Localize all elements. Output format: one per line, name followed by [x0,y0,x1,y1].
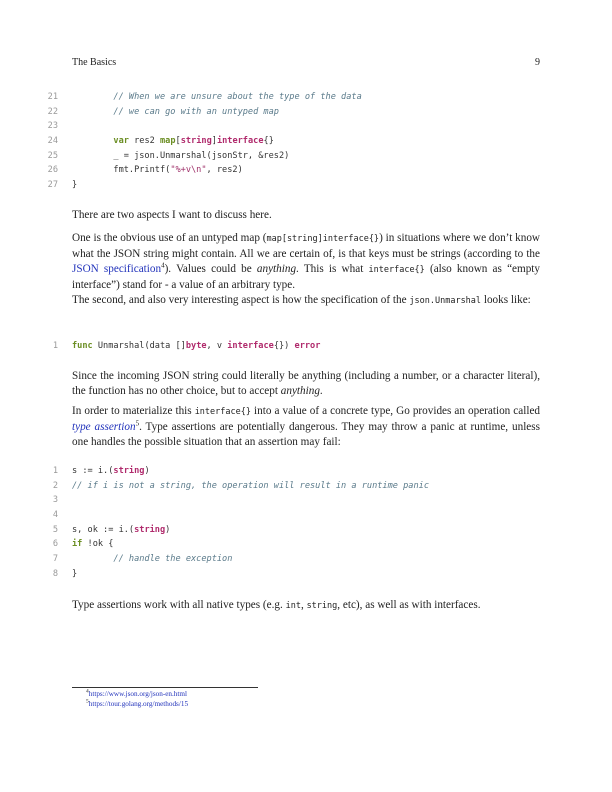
code-line: 4 [52,510,58,521]
code-line: 2 // if i is not a string, the operation will result in a runtime panic [52,480,429,491]
code-line: 25 _ = json.Unmarshal(jsonStr, &res2) [47,150,290,161]
paragraph-unmarshal: The second, and also very interesting aspect is how the specification of the json.Unmarshal looks like: [72,294,531,306]
paragraph-untyped-map: One is the obvious use of an untyped map (map[string]interface{}) in situations where we don’t know what the JSON string might contain. All we are certain of, is that keys must be strings (according to the JSON specification$^4$). Values could be anything. This is what interface{} (also known as “empty interface”) stand for - a value of an arbitrary type. [72,232,540,291]
code-line: 26 fmt.Printf("%+v\n", res2) [47,165,243,176]
code-line: 1 s := i.(string) [52,466,150,476]
json-spec-link[interactable]: JSON specification [72,263,162,275]
code-line: 27 } [47,180,78,191]
paragraph-native-types: Type assertions work with all native types (e.g. int, string, etc), as well as with interfaces. [72,599,481,611]
footnote-4[interactable]: $^4$https://www.json.org/json-en.html [86,688,187,698]
code-line: 24 var res2 map[string]interface{} [47,136,274,147]
footnote-divider [72,687,258,688]
code-line: 5 s, ok := i.(string) [52,524,171,535]
code-line: 6 if !ok { [52,539,114,550]
page-number: 9 [535,57,540,68]
code-line: 23 [47,121,58,132]
footnote-5[interactable]: $^5$https://tour.golang.org/methods/15 [86,698,189,708]
code-block-1 [40,90,362,193]
code-block-2 [40,339,320,354]
code-line: 21 // When we are unsure about the type of the data [47,92,362,102]
type-assertion-link[interactable]: type assertion [72,421,136,433]
code-line: 22 // we can go with an untyped map [47,106,279,117]
paragraph-anything: Since the incoming JSON string could literally be anything (including a number, or a character literal), the function has no other choice, but to accept anything. [72,370,540,397]
code-line: 7 // handle the exception [52,554,233,565]
paragraph-intro: There are two aspects I want to discuss here. [72,209,272,221]
paragraph-type-assertion: In order to materialize this interface{} into a value of a concrete type, Go provides an operation called type assertion$^5$. Type assertions are potentially dangerous. They may throw a panic at runtime, unless one handles the possible situation that an assertion may fail: [72,405,540,448]
code-block-3 [40,464,429,582]
code-line: 1 func Unmarshal(data []byte, v interface{}) error [52,341,321,351]
code-line: 8 } [52,568,78,579]
running-header-title: The Basics [72,57,117,68]
code-line: 3 [52,495,58,506]
